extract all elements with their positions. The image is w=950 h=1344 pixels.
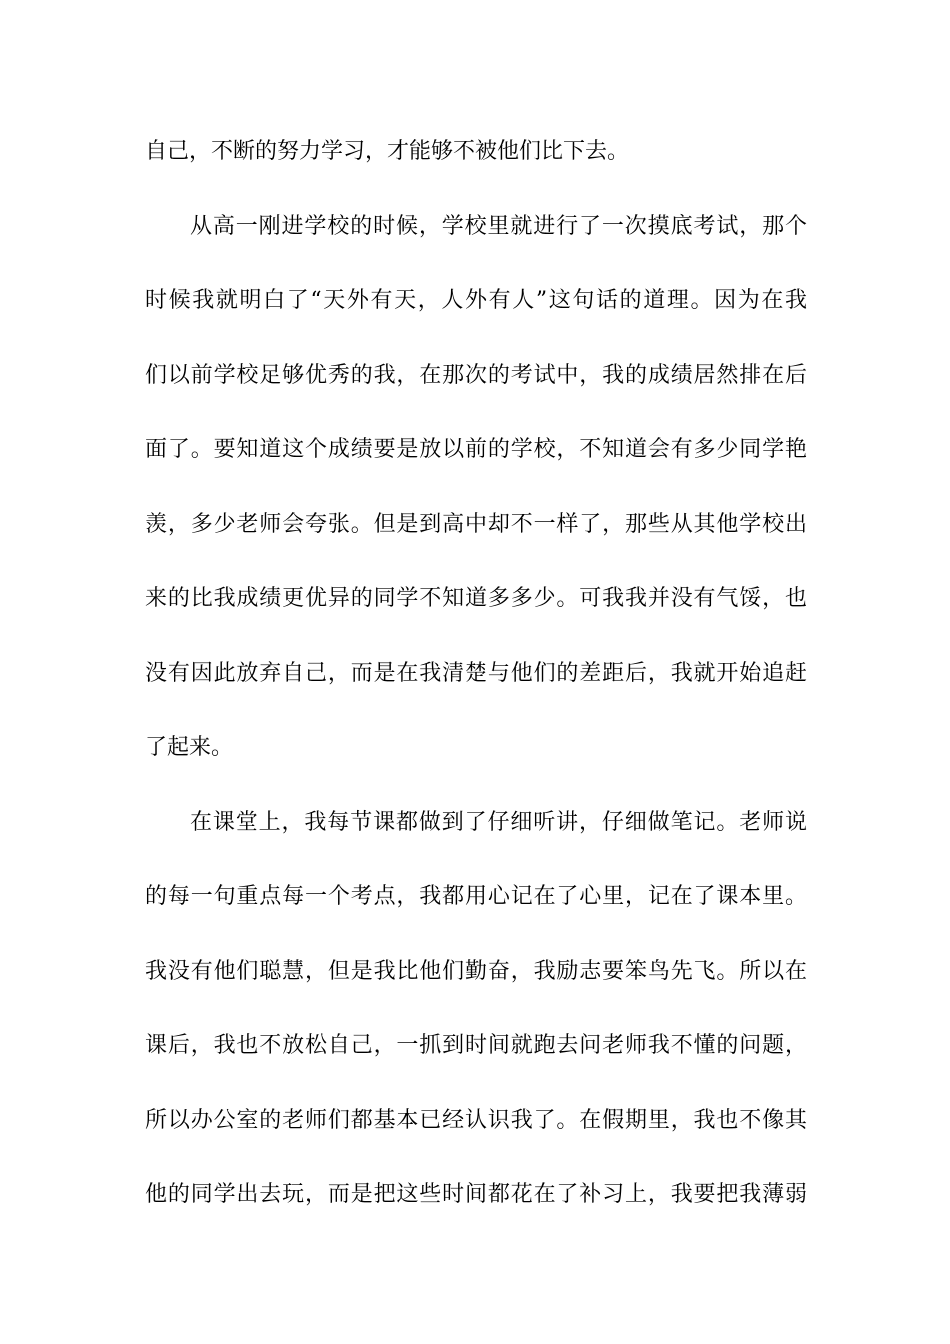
text-line: 羡，多少老师会夸张。但是到高中却不一样了，那些从其他学校出 bbox=[145, 511, 807, 537]
text-line: 们以前学校足够优秀的我，在那次的考试中，我的成绩居然排在后 bbox=[145, 362, 807, 388]
text-line: 他的同学出去玩，而是把这些时间都花在了补习上，我要把我薄弱 bbox=[145, 1182, 807, 1207]
text-line: 了起来。 bbox=[145, 735, 234, 760]
text-line: 所以办公室的老师们都基本已经认识我了。在假期里，我也不像其 bbox=[145, 1107, 807, 1133]
text-line: 课后，我也不放松自己，一抓到时间就跑去问老师我不懂的问题， bbox=[145, 1033, 807, 1058]
text-line: 自己，不断的努力学习，才能够不被他们比下去。 bbox=[145, 139, 630, 164]
paragraph-first-line: 从高一刚进学校的时候，学校里就进行了一次摸底考试，那个 bbox=[190, 213, 807, 239]
text-line: 时候我就明白了“天外有天，人外有人”这句话的道理。因为在我 bbox=[145, 288, 807, 313]
body-text bbox=[145, 130, 807, 1248]
paragraph-first-line: 在课堂上，我每节课都做到了仔细听讲，仔细做笔记。老师说 bbox=[190, 809, 807, 835]
text-line: 面了。要知道这个成绩要是放以前的学校，不知道会有多少同学艳 bbox=[145, 437, 807, 462]
text-line: 我没有他们聪慧，但是我比他们勤奋，我励志要笨鸟先飞。所以在 bbox=[145, 958, 807, 984]
text-line: 的每一句重点每一个考点，我都用心记在了心里，记在了课本里。 bbox=[145, 884, 807, 909]
text-line: 来的比我成绩更优异的同学不知道多多少。可我我并没有气馁，也 bbox=[145, 586, 807, 611]
text-line: 没有因此放弃自己，而是在我清楚与他们的差距后，我就开始追赶 bbox=[145, 660, 807, 686]
